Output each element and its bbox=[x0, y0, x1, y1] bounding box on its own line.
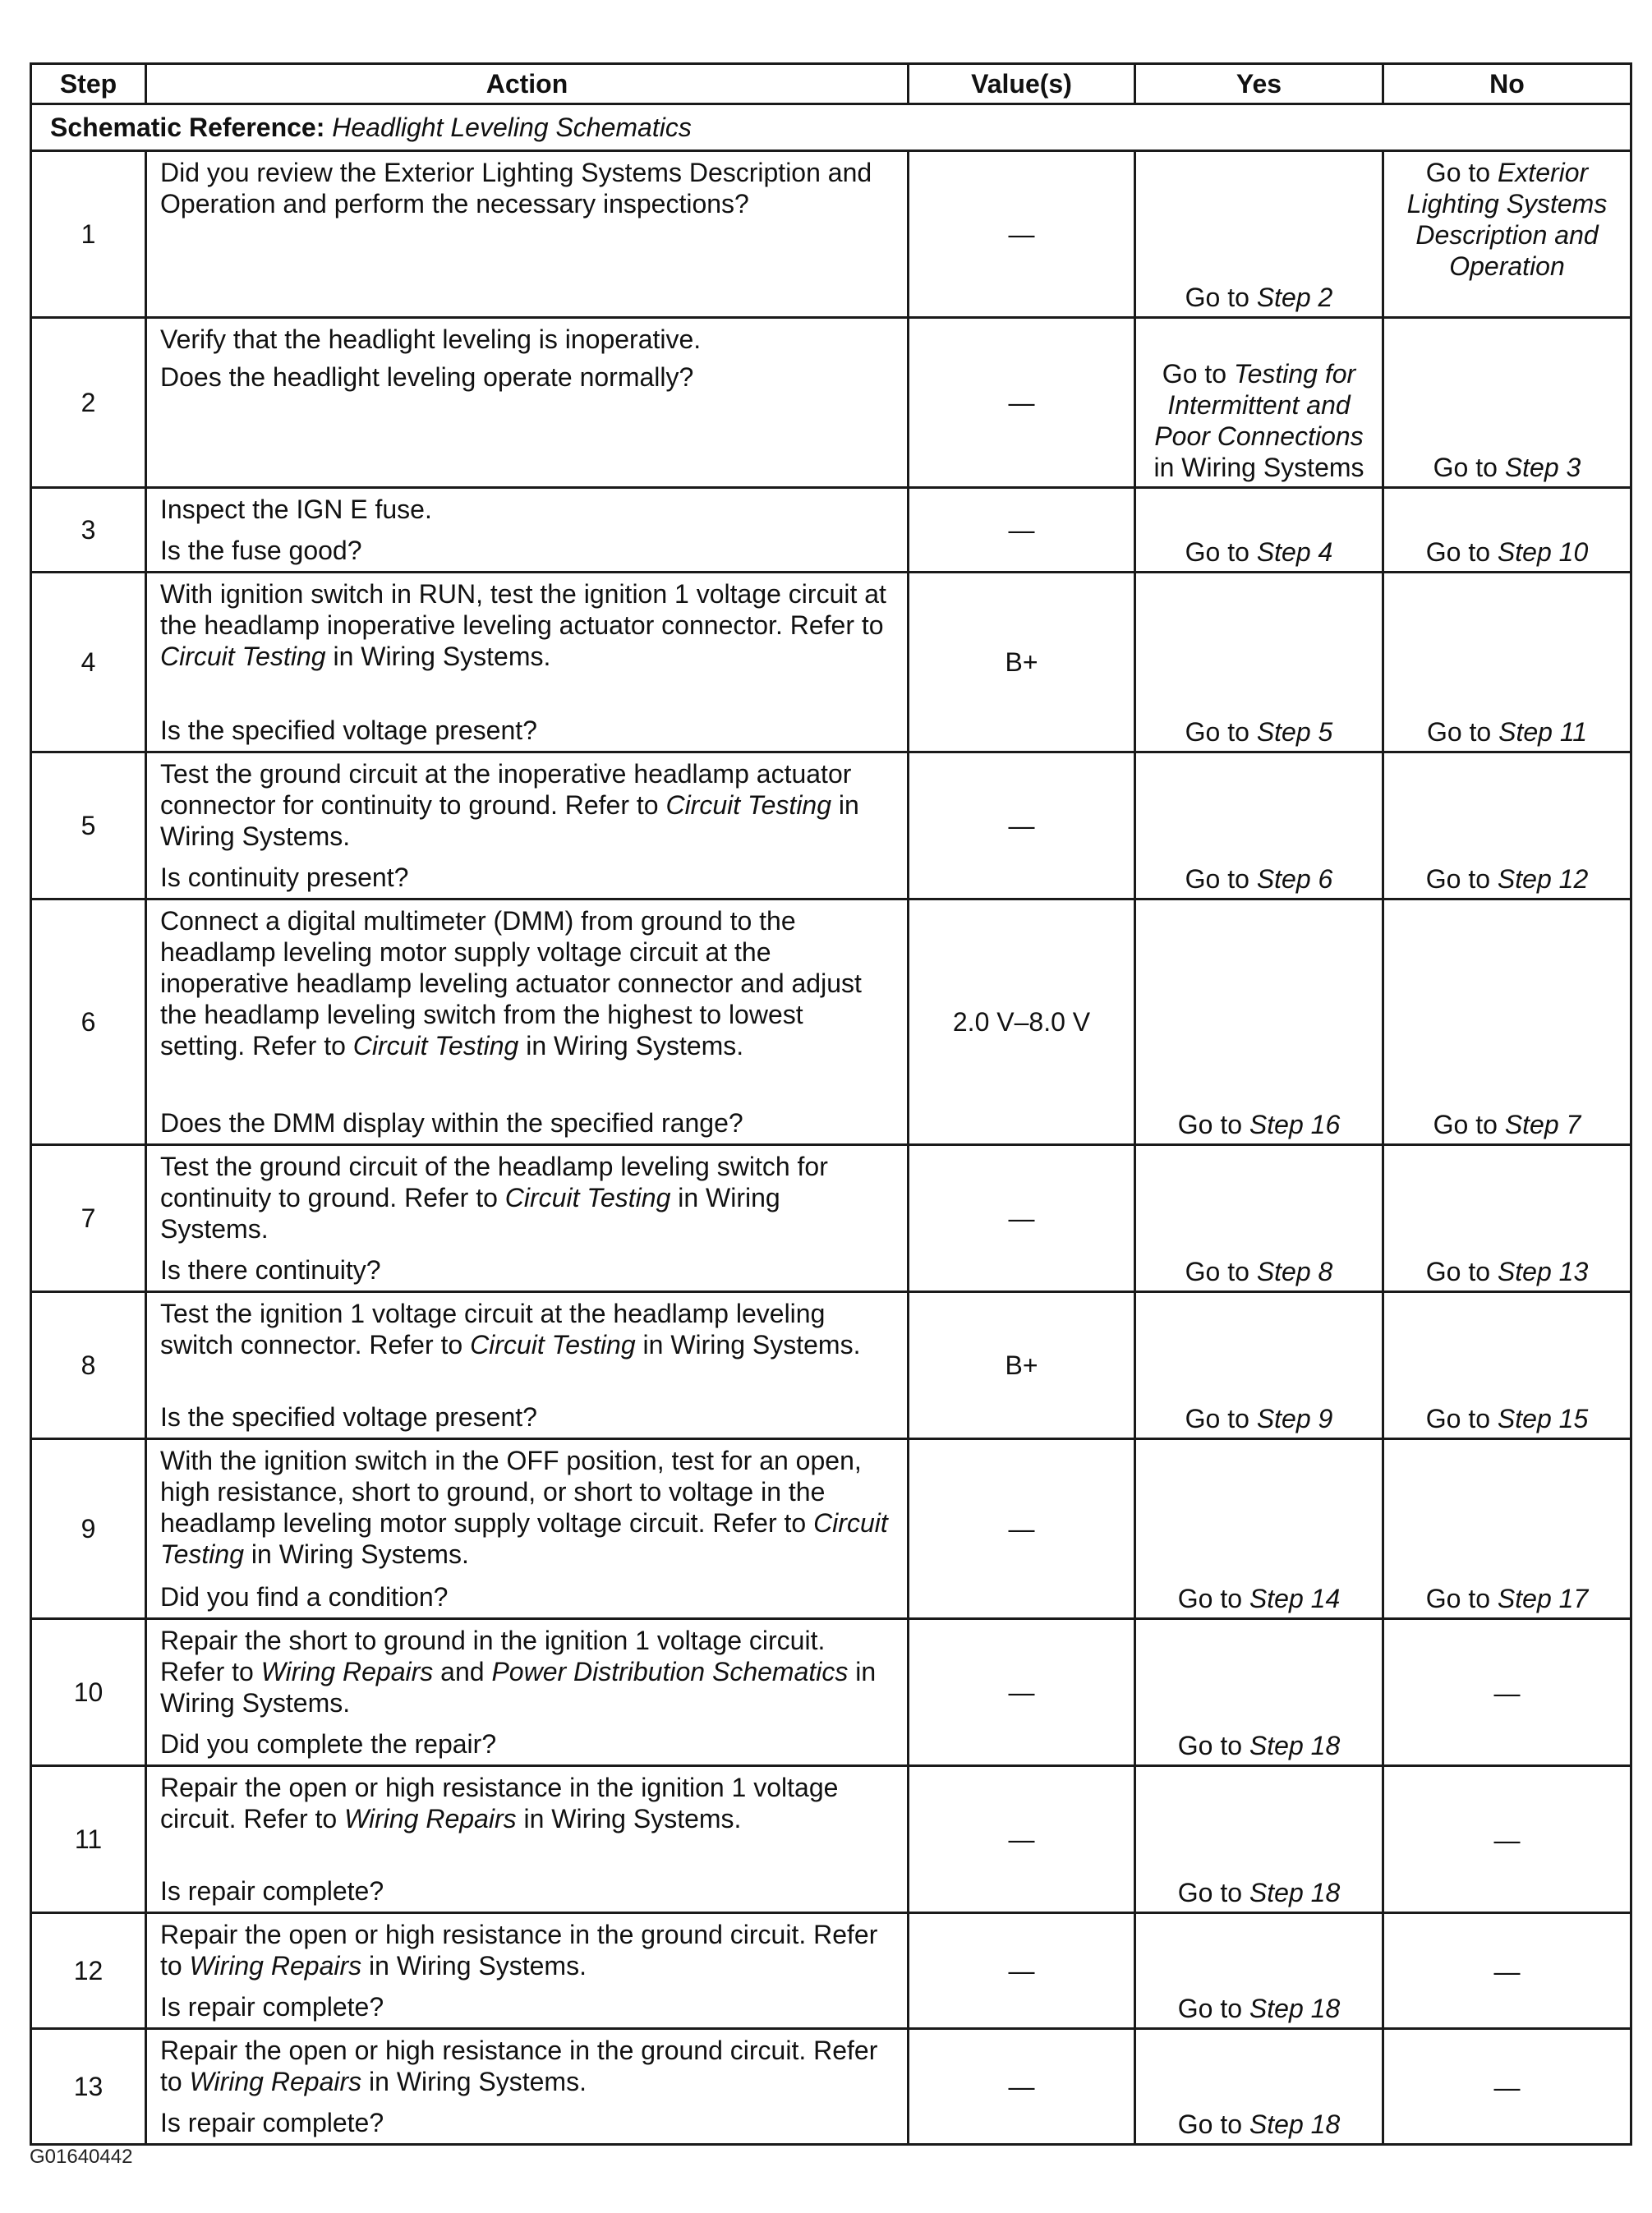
step-yes-text: Go to bbox=[1177, 1878, 1249, 1907]
step-yes-text: Step 18 bbox=[1249, 1731, 1341, 1760]
step-yes[interactable] bbox=[1135, 573, 1383, 752]
step-value: — bbox=[909, 151, 1135, 318]
step-value: B+ bbox=[909, 1292, 1135, 1439]
step-row bbox=[31, 151, 1631, 318]
action-instruction-text: in Wiring Systems. bbox=[325, 642, 551, 671]
action-instruction-text: in Wiring Systems. bbox=[516, 1804, 742, 1833]
action-question: Is the fuse good? bbox=[160, 536, 362, 565]
step-no[interactable] bbox=[1383, 1145, 1631, 1292]
action-question: Is the specified voltage present? bbox=[160, 1402, 537, 1432]
step-value: — bbox=[909, 1145, 1135, 1292]
action-instruction-text: in Wiring Systems. bbox=[160, 1657, 877, 1718]
action-instruction bbox=[160, 2035, 894, 2097]
step-no-text: Go to bbox=[1433, 1110, 1505, 1139]
step-action bbox=[146, 1619, 909, 1766]
schematic-reference-link[interactable]: Headlight Leveling Schematics bbox=[332, 113, 692, 142]
step-yes-text: Step 18 bbox=[1249, 2109, 1341, 2139]
action-instruction-text: Circuit Testing bbox=[160, 642, 326, 671]
step-yes-text: Go to bbox=[1185, 1257, 1257, 1286]
action-instruction-text: in Wiring Systems. bbox=[361, 1951, 587, 1981]
header-action: Action bbox=[146, 64, 909, 104]
step-no[interactable] bbox=[1383, 1292, 1631, 1439]
action-instruction bbox=[160, 494, 894, 525]
action-question: Is the specified voltage present? bbox=[160, 715, 537, 745]
step-yes[interactable] bbox=[1135, 1292, 1383, 1439]
step-yes[interactable] bbox=[1135, 1913, 1383, 2029]
step-number: 3 bbox=[31, 488, 146, 573]
schematic-reference-row bbox=[31, 104, 1631, 151]
step-yes-text: Step 4 bbox=[1256, 537, 1333, 567]
step-no-text: Step 17 bbox=[1497, 1584, 1589, 1613]
step-no-text: Step 10 bbox=[1497, 537, 1589, 567]
step-no-text: Go to bbox=[1425, 537, 1498, 567]
action-question: Is repair complete? bbox=[160, 1992, 384, 2022]
action-instruction-text: Repair the open or high resistance in the ground circuit. Refer to bbox=[160, 1920, 878, 1981]
step-no-text: Go to bbox=[1425, 1257, 1498, 1286]
step-yes[interactable] bbox=[1135, 318, 1383, 488]
action-question: Is repair complete? bbox=[160, 2108, 384, 2137]
step-no-text: — bbox=[1493, 2073, 1521, 2102]
action-instruction bbox=[160, 758, 894, 852]
action-instruction-text: in Wiring Systems. bbox=[160, 1183, 780, 1244]
step-yes-text: Go to bbox=[1177, 1584, 1249, 1613]
action-instruction-text: Test the ignition 1 voltage circuit at the headlamp leveling switch connector. Refer to bbox=[160, 1299, 826, 1360]
step-row bbox=[31, 752, 1631, 899]
step-no-text: Go to bbox=[1426, 717, 1499, 747]
action-instruction-text: Wiring Repairs bbox=[189, 1951, 362, 1981]
action-instruction-text: and bbox=[433, 1657, 492, 1686]
header-values: Value(s) bbox=[909, 64, 1135, 104]
step-number: 7 bbox=[31, 1145, 146, 1292]
step-row bbox=[31, 488, 1631, 573]
step-yes-text: Testing for Intermittent and Poor Connections bbox=[1154, 359, 1364, 451]
action-instruction bbox=[160, 1298, 894, 1360]
action-instruction-text: Circuit Testing bbox=[504, 1183, 671, 1212]
step-value: 2.0 V–8.0 V bbox=[909, 899, 1135, 1145]
action-instruction-text: Wiring Repairs bbox=[260, 1657, 434, 1686]
action-instruction-text: Test the ground circuit at the inoperative headlamp actuator connector for continuity to ground. Refer to bbox=[160, 759, 852, 820]
step-row bbox=[31, 1145, 1631, 1292]
step-number: 2 bbox=[31, 318, 146, 488]
step-yes-text: Go to bbox=[1177, 1731, 1249, 1760]
step-action bbox=[146, 1766, 909, 1913]
action-instruction bbox=[160, 1445, 894, 1570]
step-yes-text: Step 9 bbox=[1256, 1404, 1333, 1433]
action-question: Did you complete the repair? bbox=[160, 1729, 497, 1759]
step-value: — bbox=[909, 1619, 1135, 1766]
step-yes-text: Go to bbox=[1185, 283, 1257, 312]
action-instruction-text: Test the ground circuit of the headlamp leveling switch for continuity to ground. Refer to bbox=[160, 1152, 828, 1212]
step-yes-text: in Wiring Systems bbox=[1153, 453, 1364, 482]
action-instruction-text: in Wiring Systems. bbox=[244, 1539, 469, 1569]
step-yes[interactable] bbox=[1135, 1766, 1383, 1913]
step-yes-text: Go to bbox=[1185, 717, 1257, 747]
step-no-text: Go to bbox=[1425, 158, 1498, 187]
step-number: 1 bbox=[31, 151, 146, 318]
step-yes[interactable] bbox=[1135, 2029, 1383, 2145]
action-question: Is repair complete? bbox=[160, 1876, 384, 1906]
step-yes-text: Go to bbox=[1177, 1994, 1249, 2023]
step-action bbox=[146, 1145, 909, 1292]
step-yes-text: Step 2 bbox=[1256, 283, 1333, 312]
action-instruction-text: Repair the open or high resistance in the ground circuit. Refer to bbox=[160, 2036, 878, 2096]
step-no-text: Go to bbox=[1425, 864, 1498, 894]
action-question: Does the headlight leveling operate normally? bbox=[160, 362, 694, 392]
step-no-text: Step 13 bbox=[1497, 1257, 1589, 1286]
step-number: 13 bbox=[31, 2029, 146, 2145]
step-no-text: Exterior Lighting Systems Description and Operation bbox=[1406, 158, 1608, 281]
action-instruction-text: Circuit Testing bbox=[665, 790, 832, 820]
step-action bbox=[146, 318, 909, 488]
step-row bbox=[31, 318, 1631, 488]
step-yes-text: Step 5 bbox=[1256, 717, 1333, 747]
step-row bbox=[31, 1913, 1631, 2029]
action-question: Does the DMM display within the specified range? bbox=[160, 1108, 743, 1138]
step-no-text: Step 7 bbox=[1504, 1110, 1581, 1139]
step-no bbox=[1383, 1766, 1631, 1913]
action-instruction-text: Circuit Testing bbox=[470, 1330, 636, 1360]
action-instruction-text: With the ignition switch in the OFF position, test for an open, high resistance, short to ground, or short to voltage in the headlamp leveling motor supply voltage circuit. Refer to bbox=[160, 1446, 862, 1538]
action-instruction-text: Inspect the IGN E fuse. bbox=[160, 495, 432, 524]
step-yes-text: Go to bbox=[1177, 1110, 1249, 1139]
action-instruction bbox=[160, 1919, 894, 1981]
step-yes-text: Step 14 bbox=[1249, 1584, 1341, 1613]
step-value: — bbox=[909, 318, 1135, 488]
step-yes-text: Go to bbox=[1185, 1404, 1257, 1433]
step-number: 4 bbox=[31, 573, 146, 752]
schematic-reference-label: Schematic Reference: bbox=[50, 113, 325, 142]
action-instruction-text: in Wiring Systems. bbox=[518, 1031, 744, 1060]
step-no-text: — bbox=[1493, 1825, 1521, 1855]
step-yes[interactable] bbox=[1135, 151, 1383, 318]
header-yes: Yes bbox=[1135, 64, 1383, 104]
action-instruction bbox=[160, 1772, 894, 1834]
step-number: 12 bbox=[31, 1913, 146, 2029]
schematic-reference bbox=[31, 104, 1631, 151]
step-row bbox=[31, 1619, 1631, 1766]
action-instruction bbox=[160, 578, 894, 672]
step-no-text: Go to bbox=[1425, 1404, 1498, 1433]
step-number: 9 bbox=[31, 1439, 146, 1619]
action-instruction-text: Wiring Repairs bbox=[344, 1804, 517, 1833]
action-instruction-text: Circuit Testing bbox=[160, 1508, 888, 1569]
step-no[interactable] bbox=[1383, 899, 1631, 1145]
step-row bbox=[31, 1766, 1631, 1913]
step-number: 10 bbox=[31, 1619, 146, 1766]
action-instruction bbox=[160, 1625, 894, 1718]
step-row bbox=[31, 1439, 1631, 1619]
step-yes[interactable] bbox=[1135, 899, 1383, 1145]
step-no-text: Step 15 bbox=[1497, 1404, 1589, 1433]
step-no[interactable] bbox=[1383, 1439, 1631, 1619]
step-yes-text: Go to bbox=[1185, 864, 1257, 894]
step-action bbox=[146, 1292, 909, 1439]
step-yes[interactable] bbox=[1135, 1145, 1383, 1292]
step-action bbox=[146, 2029, 909, 2145]
step-no-text: Go to bbox=[1425, 1584, 1498, 1613]
step-no bbox=[1383, 1619, 1631, 1766]
step-action bbox=[146, 1439, 909, 1619]
step-yes[interactable] bbox=[1135, 1619, 1383, 1766]
action-instruction-text: Repair the short to ground in the ignition 1 voltage circuit. Refer to bbox=[160, 1626, 826, 1686]
step-no[interactable] bbox=[1383, 573, 1631, 752]
step-no-text: — bbox=[1493, 1957, 1521, 1986]
action-instruction-text: in Wiring Systems. bbox=[160, 790, 859, 851]
step-value: — bbox=[909, 1913, 1135, 2029]
step-no-text: Go to bbox=[1433, 453, 1505, 482]
action-instruction-text: Wiring Repairs bbox=[189, 2067, 362, 2096]
action-instruction-text: in Wiring Systems. bbox=[635, 1330, 861, 1360]
header-no: No bbox=[1383, 64, 1631, 104]
action-instruction bbox=[160, 905, 894, 1061]
header-step: Step bbox=[31, 64, 146, 104]
step-yes[interactable] bbox=[1135, 1439, 1383, 1619]
action-instruction-text: Connect a digital multimeter (DMM) from ground to the headlamp leveling motor supply voltage circuit at the inoperative headlamp leveling actuator connector and adjust the headlamp leveling switch from the highest to lowest setting. Refer to bbox=[160, 906, 862, 1060]
figure-id: G01640442 bbox=[30, 2146, 133, 2168]
step-action bbox=[146, 1913, 909, 2029]
action-instruction-text: Did you review the Exterior Lighting Systems Description and Operation and perform the necessary inspections? bbox=[160, 158, 872, 219]
step-value: B+ bbox=[909, 573, 1135, 752]
step-row bbox=[31, 2029, 1631, 2145]
step-no[interactable] bbox=[1383, 151, 1631, 318]
action-instruction-text: Verify that the headlight leveling is inoperative. bbox=[160, 324, 702, 354]
step-no bbox=[1383, 2029, 1631, 2145]
step-yes-text: Go to bbox=[1162, 359, 1234, 389]
step-no-text: Step 3 bbox=[1504, 453, 1581, 482]
step-number: 11 bbox=[31, 1766, 146, 1913]
step-action bbox=[146, 752, 909, 899]
step-row bbox=[31, 573, 1631, 752]
step-no-text: Step 12 bbox=[1497, 864, 1589, 894]
action-instruction-text: Power Distribution Schematics bbox=[491, 1657, 849, 1686]
step-no bbox=[1383, 1913, 1631, 2029]
action-question: Did you find a condition? bbox=[160, 1582, 449, 1612]
action-question: Is continuity present? bbox=[160, 863, 409, 892]
action-instruction bbox=[160, 1151, 894, 1245]
action-instruction-text: in Wiring Systems. bbox=[361, 2067, 587, 2096]
step-action bbox=[146, 488, 909, 573]
step-yes-text: Go to bbox=[1177, 2109, 1249, 2139]
step-yes[interactable] bbox=[1135, 488, 1383, 573]
step-yes[interactable] bbox=[1135, 752, 1383, 899]
step-value: — bbox=[909, 2029, 1135, 2145]
action-instruction-text: Circuit Testing bbox=[352, 1031, 519, 1060]
step-value: — bbox=[909, 488, 1135, 573]
header-row bbox=[31, 64, 1631, 104]
step-yes-text: Step 18 bbox=[1249, 1994, 1341, 2023]
action-instruction bbox=[160, 157, 894, 219]
step-no[interactable] bbox=[1383, 752, 1631, 899]
step-row bbox=[31, 1292, 1631, 1439]
diagnostic-table bbox=[30, 62, 1632, 2146]
step-action bbox=[146, 899, 909, 1145]
action-question: Is there continuity? bbox=[160, 1255, 381, 1285]
step-action bbox=[146, 151, 909, 318]
step-value: — bbox=[909, 1439, 1135, 1619]
step-yes-text: Step 6 bbox=[1256, 864, 1333, 894]
step-no[interactable] bbox=[1383, 318, 1631, 488]
step-number: 5 bbox=[31, 752, 146, 899]
action-instruction bbox=[160, 324, 894, 355]
step-yes-text: Go to bbox=[1185, 537, 1257, 567]
step-value: — bbox=[909, 1766, 1135, 1913]
step-yes-text: Step 16 bbox=[1249, 1110, 1341, 1139]
step-row bbox=[31, 899, 1631, 1145]
step-no-text: — bbox=[1493, 1678, 1521, 1708]
step-value: — bbox=[909, 752, 1135, 899]
step-number: 6 bbox=[31, 899, 146, 1145]
step-no[interactable] bbox=[1383, 488, 1631, 573]
step-no-text: Step 11 bbox=[1498, 717, 1588, 747]
step-number: 8 bbox=[31, 1292, 146, 1439]
step-yes-text: Step 8 bbox=[1256, 1257, 1333, 1286]
step-action bbox=[146, 573, 909, 752]
action-instruction-text: Repair the open or high resistance in the ignition 1 voltage circuit. Refer to bbox=[160, 1773, 839, 1833]
action-instruction-text: With ignition switch in RUN, test the ignition 1 voltage circuit at the headlamp inoperative leveling actuator connector. Refer to bbox=[160, 579, 886, 640]
step-yes-text: Step 18 bbox=[1249, 1878, 1341, 1907]
